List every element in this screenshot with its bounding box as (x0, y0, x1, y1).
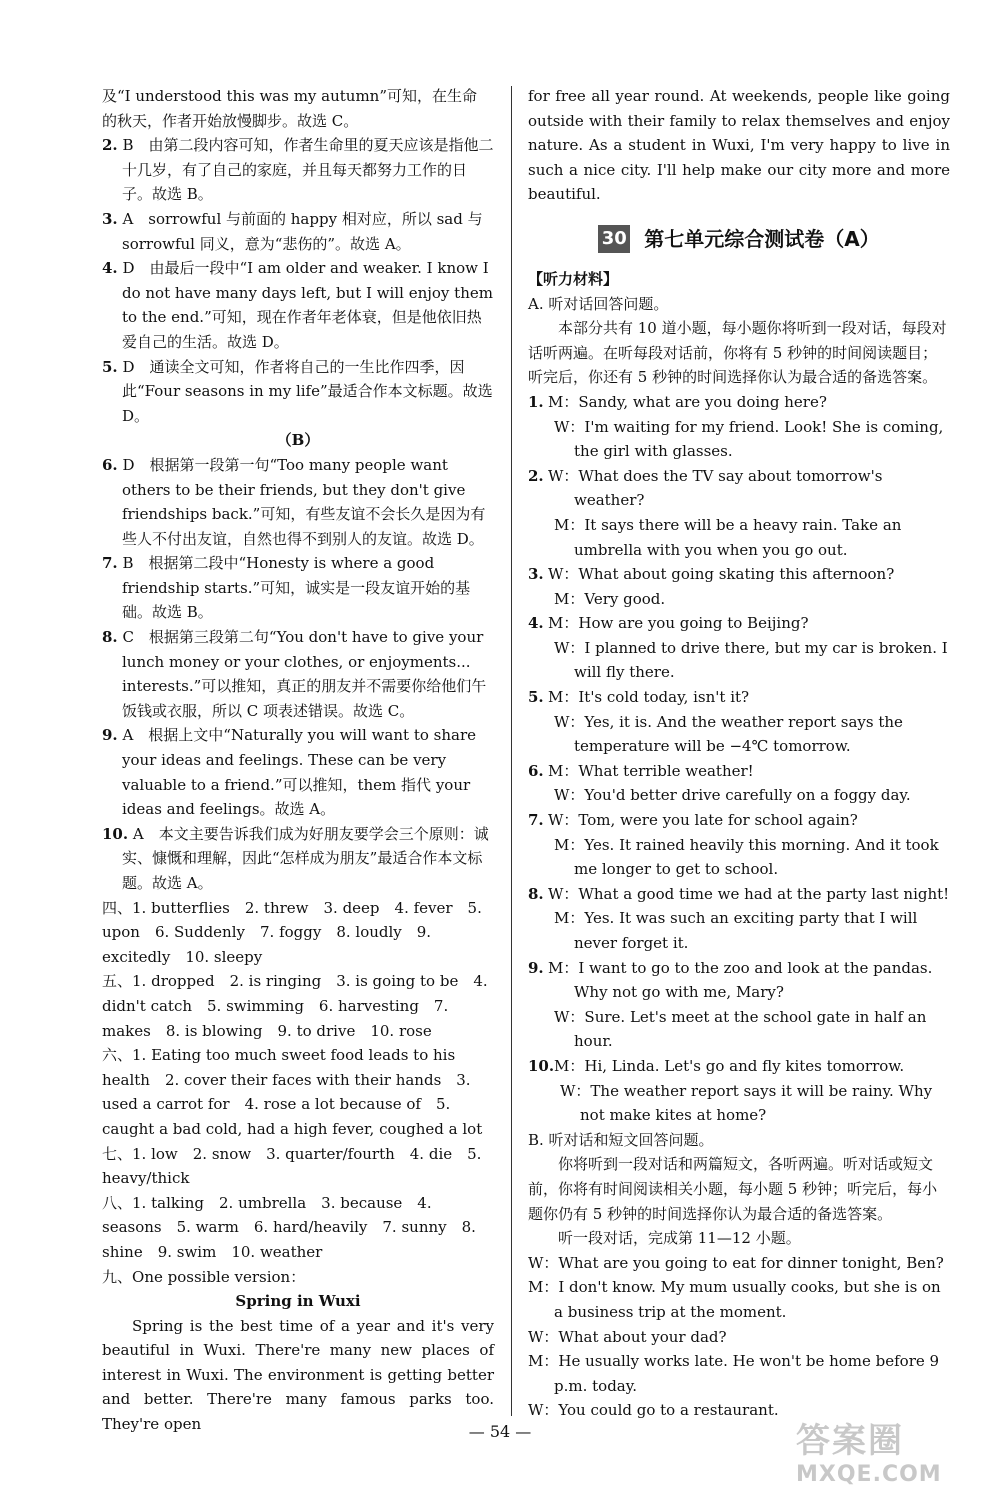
part-b-sub: 听一段对话，完成第 11—12 小题。 (558, 1229, 801, 1248)
dialogue-item: 9. M：I want to go to the zoo and look at the pandas. Why not go with me, Mary? W：Sure. Let's meet at the school gate in half an hour. (528, 958, 933, 1051)
dialogue-item: 3. W：What about going skating this afternoon? M：Very good. (528, 565, 895, 608)
section-answers: 四、1. butterflies 2. threw 3. deep 4. fever 5. upon 6. Suddenly 7. foggy 8. loudly 9. excitedly 10. sleepy (102, 898, 482, 966)
answer-item: 7. B 根据第二段中“Honesty is where a good friendship starts.”可知，诚实是一段友谊开始的基础。故选 B。 (102, 554, 471, 622)
section-answers: 九、One possible version： (102, 1267, 306, 1286)
dialogue-b: W：What are you going to eat for dinner tonight, Ben? M：I don't know. My mum usually cooks, but she is on a business trip at the moment. W：What about your dad? M：He usually works late. He won't be home before 9 p.m. today. W：You could go to a restaurant. (528, 1253, 944, 1420)
watermark-logo (796, 1413, 976, 1487)
left-column (102, 84, 494, 1437)
answer-item: 2. B 由第二段内容可知，作者生命里的夏天应该是指他二十几岁，有了自己的家庭，并且每天都努力工作的日子。故选 B。 (102, 136, 494, 204)
answer-item: 6. D 根据第一段第一句“Too many people want others to be their friends, but they don't give friendships back.”可知，有些友谊不会长久是因为有些人不付出友谊，自然也得不到别人的友谊。故选 D。 (102, 455, 486, 548)
part-a-intro: 本部分共有 10 道小题，每小题你将听到一段对话，每段对话听两遍。在听每段对话前，你将有 5 秒钟的时间阅读题目；听完后，你还有 5 秒钟的时间选择你认为最合适的备选答案。 (528, 319, 947, 387)
answer-item: 8. C 根据第三段第二句“You don't have to give your lunch money or your clothes, or enjoyments... interests.”可以推知，真正的朋友并不需要你给他们午饭钱或衣服，所以 C 项表述错误。故选 C。 (102, 628, 487, 720)
section-answers: 六、1. Eating too much sweet food leads to his health 2. cover their faces with their hands 3. used a carrot for 4. rose a lot because of 5. caught a bad cold, had a high fever, coughed a lot (102, 1046, 483, 1138)
part-a-label: A. 听对话回答问题。 (528, 294, 669, 313)
dialogue-item: 8. W：What a good time we had at the party last night! M：Yes. It was such an exciting party that I will never forget it. (528, 884, 950, 952)
dialogue-item: 4. M：How are you going to Beijing? W：I planned to drive there, but my car is broken. I will fly there. (528, 614, 948, 682)
essay-title: Spring in Wuxi (235, 1292, 361, 1311)
part-b-label: B. 听对话和短文回答问题。 (528, 1130, 714, 1149)
section-answers: 八、1. talking 2. umbrella 3. because 4. seasons 5. warm 6. hard/heavily 7. sunny 8. shine 9. swim 10. weather (102, 1193, 476, 1261)
test-title (528, 225, 950, 253)
test-number-badge: 30 (598, 225, 630, 253)
dialogue-item: 7. W：Tom, were you late for school again? M：Yes. It rained heavily this morning. And it took me longer to get to school. (528, 811, 939, 879)
column-divider (511, 86, 512, 1416)
test-title-text: 第七单元综合测试卷（A） (644, 226, 880, 251)
watermark-line1: 答案圈 (796, 1421, 904, 1461)
essay-paragraph: Spring is the best time of a year and it's very beautiful in Wuxi. There're many new places of interest in Wuxi. The environment is getting better and better. There're many famous parks too. They're open (102, 1316, 494, 1434)
part-b-intro: 你将听到一段对话和两篇短文，各听两遍。听对话或短文前，你将有时间阅读相关小题，每小题 5 秒钟；听完后，每小题你仍有 5 秒钟的时间选择你认为最合适的备选答案。 (528, 1155, 938, 1223)
section-answers: 五、1. dropped 2. is ringing 3. is going to be 4. didn't catch 5. swimming 6. harvesting 7. makes 8. is blowing 9. to drive 10. rose (102, 972, 488, 1040)
dialogue-item: 5. M：It's cold today, isn't it? W：Yes, it is. And the weather report says the temperature will be −4℃ tomorrow. (528, 688, 903, 756)
dialogue-item: 6. M：What terrible weather! W：You'd better drive carefully on a foggy day. (528, 761, 911, 805)
answer-item: 5. D 通读全文可知，作者将自己的一生比作四季，因此“Four seasons in my life”最适合作本文标题。故选 D。 (102, 357, 493, 425)
dialogue-item: 2. W：What does the TV say about tomorrow's weather? M：It says there will be a heavy rain. Take an umbrella with you when you go out. (528, 466, 902, 559)
section-answers: 七、1. low 2. snow 3. quarter/fourth 4. die 5. heavy/thick (102, 1144, 482, 1188)
text-line: 及“I understood this was my autumn”可知，在生命 (102, 87, 478, 105)
answer-item: 4. D 由最后一段中“I am older and weaker. I know I do not have many days left, but I will enjoy them to the end.”可知，现在作者年老体衰，但是他依旧热爱自己的生活。故选 D。 (102, 259, 493, 351)
section-b-label: （B） (276, 431, 320, 450)
right-column (528, 84, 950, 1423)
answer-item: 9. A 根据上文中“Naturally you will want to share your ideas and feelings. These can be very valuable to a friend.”可以推知，them 指代 your ideas and feelings。故选 A。 (102, 726, 477, 819)
answer-item: 10. A 本文主要告诉我们成为好朋友要学会三个原则：诚实、慷慨和理解，因此“怎样成为朋友”最适合作本文标题。故选 A。 (102, 824, 489, 892)
dialogue-item: 10.M：Hi, Linda. Let's go and fly kites tomorrow. W：The weather report says it will be rainy. Why not make kites at home? (528, 1056, 933, 1125)
answer-item: 3. A sorrowful 与前面的 happy 相对应，所以 sad 与 sorrowful 同义，意为“悲伤的”。故选 A。 (102, 209, 483, 253)
text-line: 的秋天，作者开始放慢脚步。故选 C。 (102, 111, 359, 130)
essay-paragraph-cont: for free all year round. At weekends, people like going outside with their family to relax themselves and enjoy nature. As a student in Wuxi, I'm very happy to live in such a nice city. I'll help make our city more and more beautiful. (528, 87, 950, 204)
dialogue-item: 1. M：Sandy, what are you doing here? W：I'm waiting for my friend. Look! She is coming, the girl with glasses. (528, 392, 944, 461)
watermark-line2: MXQE.COM (796, 1462, 942, 1487)
listening-label: 【听力材料】 (528, 269, 619, 288)
page-number: — 54 — (468, 1422, 532, 1441)
dialogue-list (528, 390, 950, 1128)
